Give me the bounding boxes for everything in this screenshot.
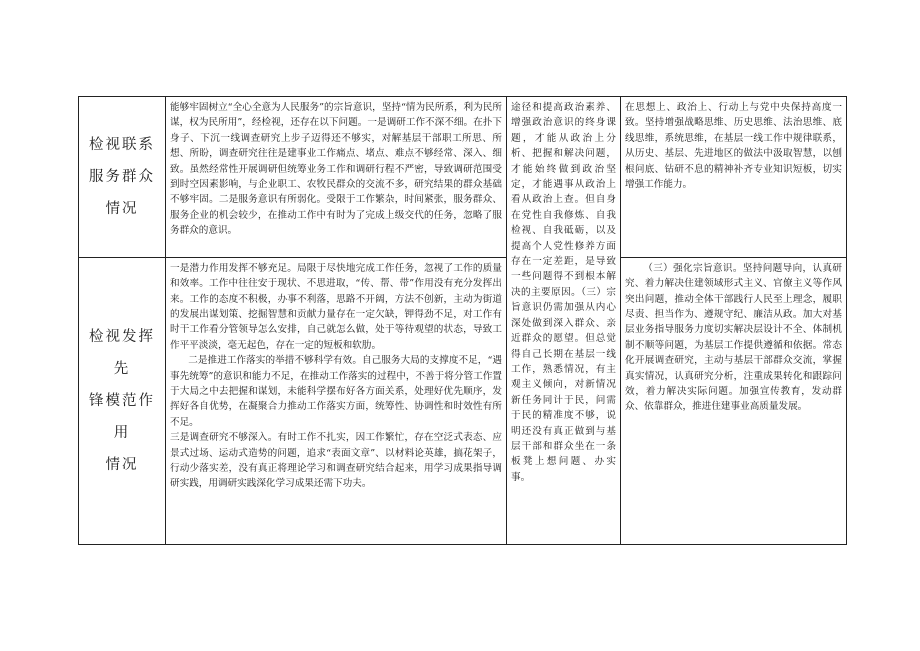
measures-cell [621,257,847,544]
findings-text [166,258,506,492]
findings-cell [166,257,507,544]
cause-text: 途径和提高政治素养、增强政治意识的终身课题，才能从政治上分析、把握和解决问题，才能始终做到政治坚定，才能遇事从政治上看从政治上查。但自身在党性自我修炼、自我检视、自我砥砺，以及提高个人党性修养方面存在一定差距，是导致一些问题得不到根本解决的主要原因。（三）宗旨意识仍需加强从内心深处做到深入群众、亲近群众的愿望。但总觉得自己长期在基层一线工作，熟悉情况，有主观主义倾向，对新情况新任务同计于民，问需于民的精准度不够，说明还没有真正做到与基层干部和群众坐在一条板凳上想问题、办实事。 [511,102,616,483]
row-label-line: 检视发挥先 [89,328,155,377]
row-label-line: 情况 [105,456,139,473]
table-row [79,97,847,258]
cause-cell [507,97,621,545]
table-row [79,257,847,544]
row-label-line: 锋模范作用 [89,392,155,441]
row-label-cell [79,257,166,544]
row-label-line: 情况 [105,200,139,217]
row-label-line: 服务群众 [89,168,155,185]
row-label-line: 检视联系 [89,136,155,153]
paragraph: 一是潜力作用发挥不够充足。局限于尽快地完成工作任务，忽视了工作的质量和效率。工作中往往安于现状、不思进取，“传、帮、带”作用没有充分发挥出来。工作的态度不积极，办事不利落，思路不开阔，方法不创新，主动为街道的发展出谋划策、挖掘智慧和贡献力量存在一定欠缺，钾得劲不足，对工作有时干工作看分管领导怎么安排，自己就怎么做，处于等待观望的状态，导致工作平平淡淡，毫无起色，存在一定的短板和软肋。 [170,262,502,351]
row-label-cell [79,97,166,258]
paragraph: 二是推进工作落实的举措不够科学有效。自己服务大局的支撑度不足，“遇事先统筹”的意识和能力不足，在推动工作落实的过程中，不善于将分管工作置于大局之中去把握和谋划，未能科学摆布好各方面关系，处理好优先顺序，发挥好各自优势，在凝聚合力推动工作落实方面，统筹性、协调性和时效性有所不足。 [170,355,502,428]
findings-cell [166,97,507,258]
measures-text: （三）强化宗旨意识。坚持问题导向，认真研究、着力解决住建领域形式主义、官僚主义等作风突出问题，推动全体干部践行人民至上理念，履职尽责、担当作为、遵规守纪、廉洁从政。加大对基层业务指导服务力度切实解决层设计不全、体制机制不顺等问题，为基层工作提供遵循和依据。常态化开展调查研究，主动与基层干部群众交流，掌握真实情况，认真研究分析，注重成果转化和跟踪问效，着力解决实际问题。加强宣传教育，发动群众、依靠群众，推进住建事业高质量发展。 [625,262,842,413]
findings-text: 能够牢固树立“全心全意为人民服务”的宗旨意识，坚持“情为民所系，利为民所谋，权为民所用”，经检视，还存在以下问题。一是调研工作不深不细。在扑下身子、下沉一线调查研究上步子迈得还不够实，对解基层干部职工所思、所想、所盼，调查研究往往是建事业工作痛点、堵点、难点不够经常、深入、细致。虽然经常性开展调研但统筹业务工作和调研行程不严密，导致调研范围受到时空因素影响，与企业职工、农牧民群众的交流不多，研究结果的群众基础不够牢固。二是服务意识有所弱化。受限于工作繁杂，时间紧张，服务群众、服务企业的机会较少，在推动工作中有时为了完成上级交代的任务，忽略了服务群众的意识。 [170,102,502,237]
measures-cell [621,97,847,258]
self-review-table [78,96,847,545]
paragraph: 三是调查研究不够深入。有时工作不扎实，因工作繁忙，存在空泛式表态、应景式过场、运动式造势的问题，追求“表面文章”、以材料论英雄，搞花架子，行动少落实差，没有真正将理论学习和调查研究结合起来，用学习成果指导调研实践，用调研实践深化学习成果还需下功夫。 [170,432,502,490]
measures-text: 在思想上、政治上、行动上与党中央保持高度一致。坚持增强战略思维、历史思维、法治思维、底线思维，系统思维，在基层一线工作中规律联系，从历史、基层、先进地区的做法中汲取智慧，以刨根问底、钻研不息的精神补齐专业知识短板，切实增强工作能力。 [625,102,842,191]
